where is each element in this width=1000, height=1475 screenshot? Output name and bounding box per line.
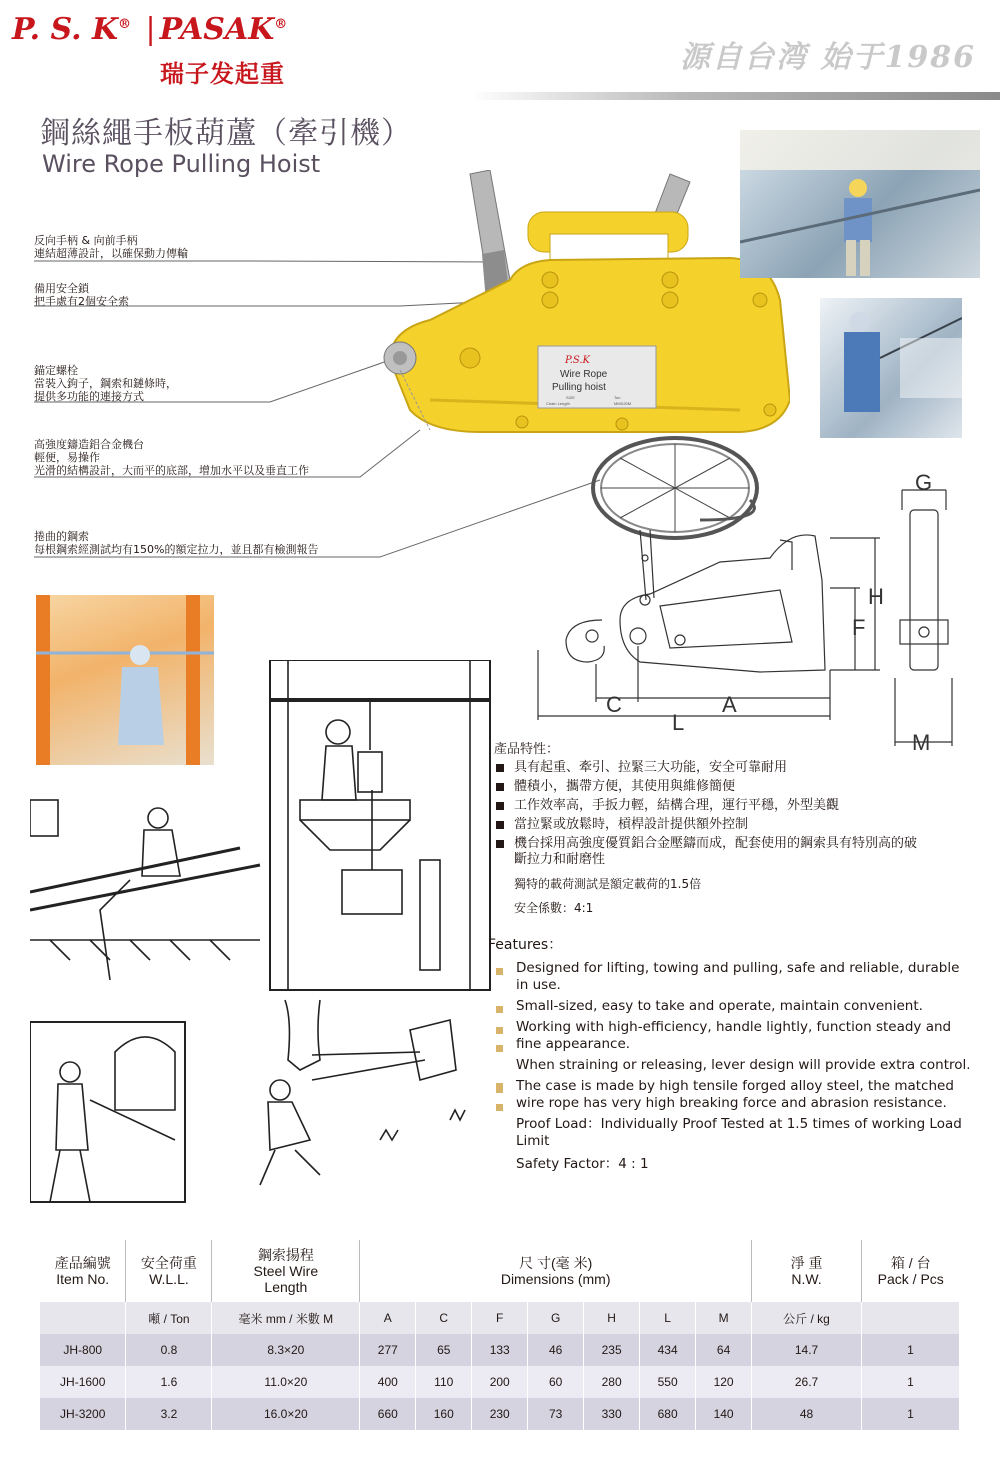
table-cell: 1: [861, 1366, 959, 1398]
list-item: [494, 1019, 974, 1053]
table-cell: 26.7: [752, 1366, 862, 1398]
bullet-square-icon: [496, 1086, 503, 1093]
worker-photo-top: [740, 130, 980, 278]
header-text: Item No.: [56, 1271, 110, 1287]
table-cell: 200: [472, 1366, 528, 1398]
units-cell: A: [360, 1302, 416, 1334]
table-cell: 3.2: [126, 1398, 212, 1430]
header-text: 鋼索揚程: [257, 1247, 314, 1263]
list-item: [494, 779, 964, 795]
features-list: [494, 960, 974, 1173]
brand-name-psk: P. S. K: [12, 12, 119, 47]
table-cell: 660: [360, 1398, 416, 1430]
dim-label-h: H: [868, 584, 884, 609]
worker-figure-icon: [740, 130, 980, 278]
list-item: [494, 1078, 974, 1112]
table-cell: 550: [640, 1366, 696, 1398]
table-cell: 64: [696, 1334, 752, 1366]
table-cell: 400: [360, 1366, 416, 1398]
spec-cn-text: 具有起重、牽引、拉緊三大功能，安全可靠耐用: [514, 760, 788, 775]
table-cell: 277: [360, 1334, 416, 1366]
page-title-cn: 鋼絲繩手板葫蘆（牽引機）: [40, 116, 412, 151]
callout-text: 當裝入鉤子，鋼索和鏈條時，: [34, 377, 177, 390]
spec-cn-note-safety: 安全係數：4:1: [514, 901, 594, 915]
list-item: [494, 836, 964, 868]
table-cell: 11.0×20: [212, 1366, 360, 1398]
units-cell: 噸 / Ton: [126, 1302, 212, 1334]
header-text: 產品編號: [54, 1255, 111, 1271]
header-text: 安全荷重: [140, 1255, 197, 1271]
list-item: [494, 817, 964, 833]
bullet-square-icon: [496, 802, 504, 810]
table-row: [40, 1398, 960, 1430]
header-text: 箱 / 台: [890, 1255, 931, 1271]
units-cell: 公斤 / kg: [752, 1302, 862, 1334]
header-text: 淨 重: [790, 1255, 823, 1271]
callout-text: 捲曲的鋼索: [34, 530, 89, 543]
units-cell: L: [640, 1302, 696, 1334]
units-cell: G: [528, 1302, 584, 1334]
bullet-square-icon: [496, 1006, 503, 1013]
table-cell: 60: [528, 1366, 584, 1398]
feature-note-safety: Safety Factor：4 : 1: [516, 1156, 649, 1172]
feature-text: Working with high-efficiency, handle lightly, function steady and fine appearance.: [516, 1019, 952, 1052]
spec-cn-text: 當拉緊或放鬆時，槓桿設計提供額外控制: [514, 817, 749, 832]
header-text: Pack / Pcs: [877, 1271, 944, 1287]
col-wll: [126, 1240, 212, 1302]
features-title: Features：: [488, 937, 563, 953]
table-cell: 120: [696, 1366, 752, 1398]
table-cell: 133: [472, 1334, 528, 1366]
table-cell: JH-800: [40, 1334, 126, 1366]
units-cell: M: [696, 1302, 752, 1334]
feature-text: When straining or releasing, lever design will provide extra control.: [516, 1057, 971, 1073]
sketch-truss-icon: [30, 800, 260, 980]
slogan: 源自台湾 始于1986: [680, 40, 976, 75]
sketch-lifting-icon: [270, 660, 490, 990]
dimension-drawing: [530, 470, 980, 755]
table-cell: 1: [861, 1334, 959, 1366]
dim-label-l: L: [672, 710, 685, 735]
header-text: Length: [264, 1279, 308, 1295]
table-cell: 16.0×20: [212, 1398, 360, 1430]
bullet-square-icon: [496, 821, 504, 829]
nameplate-small: SIZE: [566, 395, 575, 400]
dim-label-m: M: [912, 730, 931, 755]
dim-label-g: G: [915, 470, 933, 495]
brand-chinese: 瑞子发起重: [160, 60, 285, 88]
table-cell: 230: [472, 1398, 528, 1430]
usage-sketches: [30, 660, 505, 1220]
callout-text: 光滑的結構設計，大而平的底部，增加水平以及垂直工作: [34, 464, 309, 477]
table-units-row: [40, 1302, 960, 1334]
spec-cn-title: 產品特性：: [494, 742, 560, 757]
dim-label-a: A: [722, 692, 737, 717]
bullet-square-icon: [496, 840, 504, 848]
nameplate-small: MMX20M: [614, 401, 632, 406]
sketch-stump-icon: [260, 1000, 465, 1185]
table-cell: 8.3×20: [212, 1334, 360, 1366]
dim-label-c: C: [606, 692, 622, 717]
table-cell: 1.6: [126, 1366, 212, 1398]
dim-label-f: F: [852, 615, 866, 640]
callout-text: 把手處有2個安全索: [34, 295, 129, 308]
feature-note-proof: Proof Load：Individually Proof Tested at 1.5 times of working Load Limit: [516, 1116, 962, 1149]
table-cell: 46: [528, 1334, 584, 1366]
units-cell: 毫米 mm / 米數 M: [212, 1302, 360, 1334]
feature-text: The case is made by high tensile forged alloy steel, the matched wire rope has very high breaking force and abrasion resistance.: [516, 1078, 954, 1111]
callout-text: 提供多功能的連接方式: [34, 390, 144, 403]
col-pack: [861, 1240, 959, 1302]
spec-cn-text: 體積小，攜帶方便，其使用與維修簡便: [514, 779, 736, 794]
bullet-square-icon: [496, 1104, 503, 1111]
nameplate-small: Chain Length: [546, 401, 570, 406]
table-header-row: [40, 1240, 960, 1302]
spec-cn-text: 機台採用高強度優質鋁合金壓鑄而成，配套使用的鋼索具有特別高的破斷拉力和耐磨性: [514, 836, 918, 867]
spec-table: [40, 1240, 960, 1430]
bullet-square-icon: [496, 968, 503, 975]
callout-text: 錨定螺栓: [34, 364, 78, 377]
table-cell: 14.7: [752, 1334, 862, 1366]
units-cell: [40, 1302, 126, 1334]
units-cell: F: [472, 1302, 528, 1334]
table-cell: JH-3200: [40, 1398, 126, 1430]
table-cell: JH-1600: [40, 1366, 126, 1398]
table-cell: 1: [861, 1398, 959, 1430]
list-item: [494, 960, 974, 994]
header-text: Steel Wire: [253, 1263, 319, 1279]
callout-text: 輕便，易操作: [34, 451, 100, 464]
table-row: [40, 1334, 960, 1366]
brand-divider: |: [145, 12, 156, 47]
units-cell: C: [416, 1302, 472, 1334]
list-item: [494, 798, 964, 814]
header-text: 尺 寸(毫 米): [519, 1255, 593, 1271]
callout-text: 備用安全鎖: [34, 282, 89, 295]
feature-text: Designed for lifting, towing and pulling, safe and reliable, durable in use.: [516, 960, 960, 993]
feature-text: Small-sized, easy to take and operate, maintain convenient.: [516, 998, 923, 1014]
col-dimensions: [360, 1240, 752, 1302]
bullet-square-icon: [496, 783, 504, 791]
table-cell: 0.8: [126, 1334, 212, 1366]
sketch-tunnel-icon: [30, 1022, 185, 1202]
page-title-en: Wire Rope Pulling Hoist: [42, 150, 321, 178]
bullet-square-icon: [496, 764, 504, 772]
bullet-square-icon: [496, 1045, 503, 1052]
registered-mark-2: ®: [274, 17, 288, 32]
spec-cn-list: [494, 760, 964, 916]
callout-text: 反向手柄 & 向前手柄: [34, 234, 138, 247]
table-cell: 280: [584, 1366, 640, 1398]
nameplate-line2: Pulling hoist: [552, 382, 606, 393]
nameplate-line1: Wire Rope: [560, 369, 608, 380]
col-wire-length: [212, 1240, 360, 1302]
callout-text: 高強度鑄造鋁合金機台: [34, 438, 144, 451]
table-cell: 680: [640, 1398, 696, 1430]
list-item: [494, 1057, 974, 1074]
table-cell: 235: [584, 1334, 640, 1366]
worker-photo-middle: [820, 298, 962, 438]
brand-name-pasak: PASAK: [159, 12, 275, 47]
table-cell: 160: [416, 1398, 472, 1430]
units-cell: H: [584, 1302, 640, 1334]
worker-figure-icon: [820, 298, 962, 438]
nameplate-small: Ton: [614, 395, 621, 400]
spec-cn-text: 工作效率高，手扳力輕，結構合理，運行平穩，外型美觀: [514, 798, 840, 813]
table-cell: 140: [696, 1398, 752, 1430]
header-text: N.W.: [791, 1271, 822, 1287]
table-cell: 330: [584, 1398, 640, 1430]
col-net-weight: [752, 1240, 862, 1302]
header-text: Dimensions (mm): [500, 1271, 611, 1287]
table-cell: 110: [416, 1366, 472, 1398]
col-item-no: [40, 1240, 126, 1302]
registered-mark: ®: [118, 17, 132, 32]
bullet-square-icon: [496, 1027, 503, 1034]
list-item: [494, 998, 974, 1015]
table-row: [40, 1366, 960, 1398]
callout-text: 每根鋼索經測試均有150%的額定拉力，並且都有檢測報告: [34, 543, 319, 556]
nameplate-brand: P.S.K: [565, 355, 591, 366]
units-cell: [861, 1302, 959, 1334]
table-cell: 65: [416, 1334, 472, 1366]
table-cell: 48: [752, 1398, 862, 1430]
table-cell: 434: [640, 1334, 696, 1366]
list-item: [494, 760, 964, 776]
table-cell: 73: [528, 1398, 584, 1430]
header-text: W.L.L.: [149, 1271, 189, 1287]
spec-cn-note-proof: 獨特的載荷測試是額定載荷的1.5倍: [514, 877, 702, 891]
callout-text: 連結超薄設計，以確保動力傳輸: [34, 247, 188, 260]
